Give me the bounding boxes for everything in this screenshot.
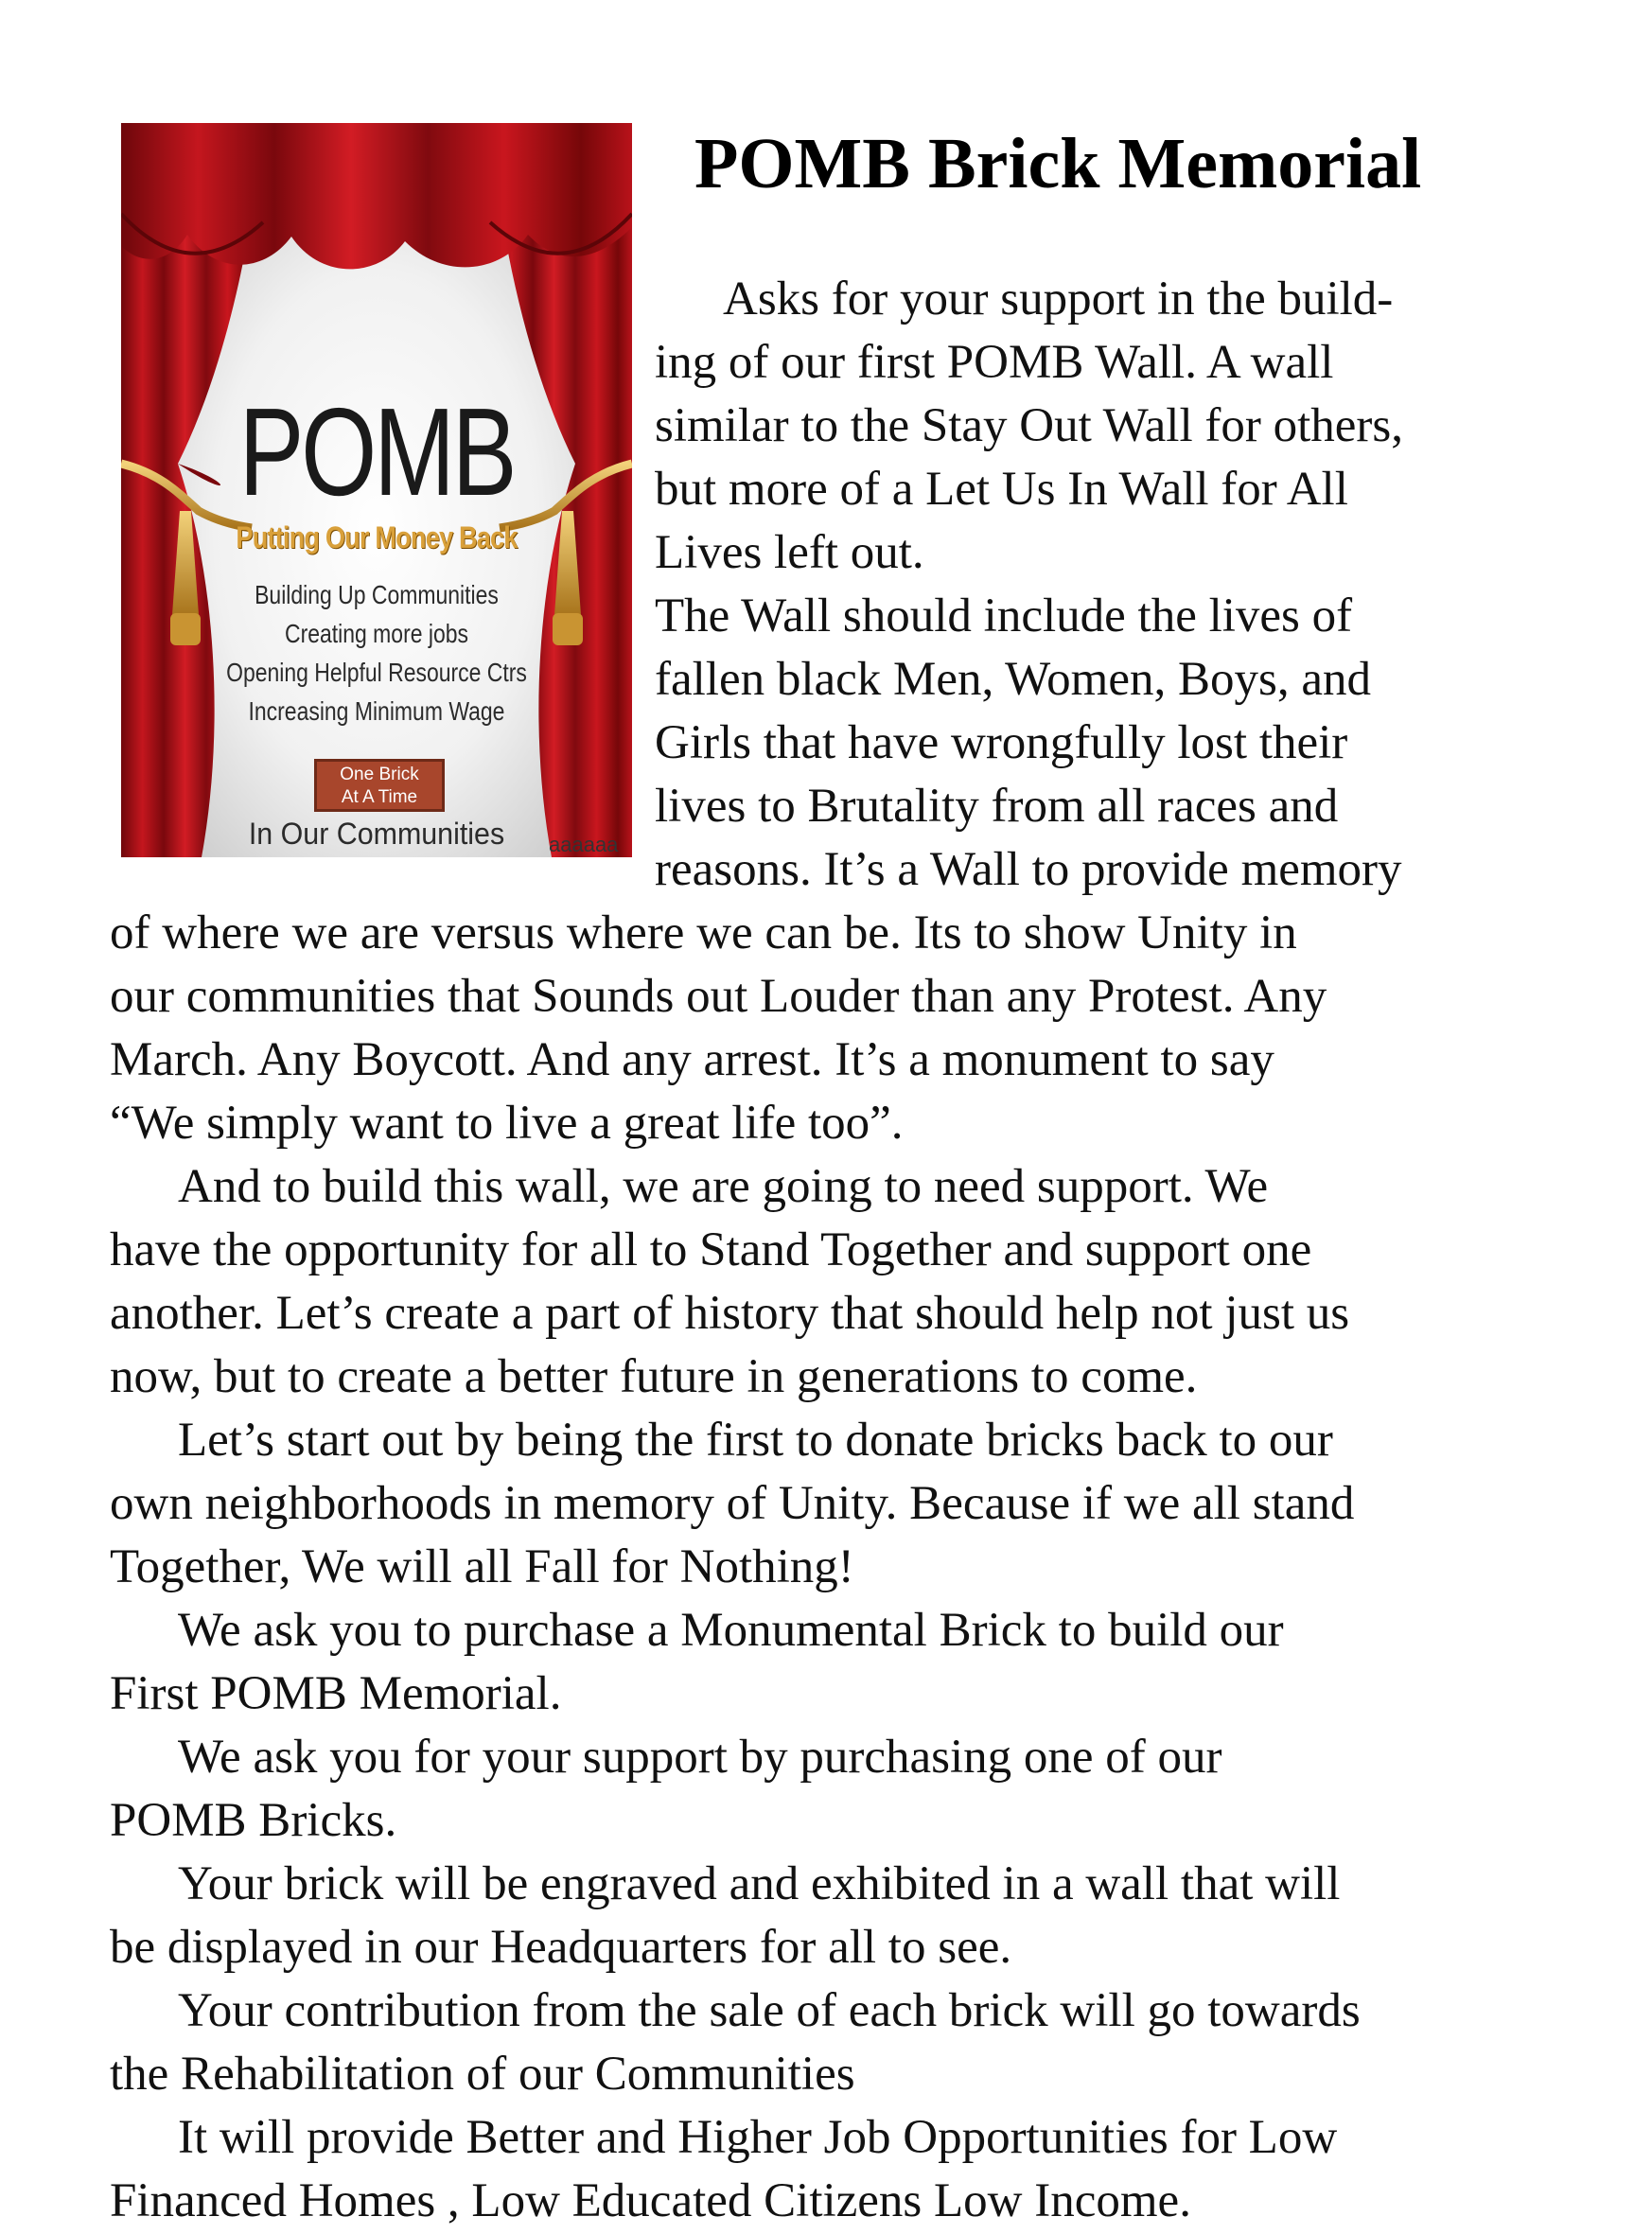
text-line: Lives left out. — [655, 526, 924, 579]
text-line: “We simply want to live a great life too”. — [110, 1097, 904, 1150]
text-line: another. Let’s create a part of history that should help not just us — [110, 1287, 1350, 1340]
poster-watermark: aaaaaa — [549, 833, 619, 856]
pomb-poster-image — [121, 123, 632, 857]
poster-subtitle: Putting Our Money Back — [236, 520, 518, 554]
text-line: Your brick will be engraved and exhibited in a wall that will — [178, 1857, 1341, 1910]
poster-footer: In Our Communities — [248, 817, 505, 851]
text-line: Girls that have wrongfully lost their — [655, 716, 1348, 769]
text-line: have the opportunity for all to Stand Together and support one — [110, 1223, 1312, 1276]
poster-list-item: Creating more jobs — [285, 619, 468, 648]
poster-list-item: Building Up Communities — [255, 580, 499, 609]
text-line: own neighborhoods in memory of Unity. Because if we all stand — [110, 1477, 1355, 1530]
text-line: Your contribution from the sale of each brick will go towards — [178, 1984, 1361, 2037]
text-line: And to build this wall, we are going to need support. We — [178, 1160, 1269, 1213]
text-line: now, but to create a better future in generations to come. — [110, 1350, 1198, 1403]
text-line: First POMB Memorial. — [110, 1667, 562, 1720]
text-line: similar to the Stay Out Wall for others, — [655, 399, 1403, 452]
poster-list — [167, 575, 587, 730]
text-line: Together, We will all Fall for Nothing! — [110, 1540, 854, 1593]
text-line: our communities that Sounds out Louder than any Protest. Any — [110, 970, 1327, 1023]
text-line: POMB Bricks. — [110, 1794, 397, 1847]
poster-list-item: Opening Helpful Resource Ctrs — [226, 658, 527, 687]
text-line: March. Any Boycott. And any arrest. It’s a monument to say — [110, 1033, 1274, 1086]
text-line: Let’s start out by being the first to donate bricks back to our — [178, 1414, 1333, 1467]
text-line: but more of a Let Us In Wall for All — [655, 463, 1348, 516]
text-line: ing of our first POMB Wall. A wall — [655, 336, 1334, 389]
badge-line: At A Time — [341, 787, 418, 807]
text-line: be displayed in our Headquarters for all to see. — [110, 1921, 1012, 1974]
text-line: lives to Brutality from all races and — [655, 780, 1339, 833]
text-line: We ask you to purchase a Monumental Brick to build our — [178, 1604, 1284, 1657]
text-line: fallen black Men, Women, Boys, and — [655, 653, 1371, 706]
text-line: of where we are versus where we can be. Its to show Unity in — [110, 906, 1297, 959]
page-title: POMB Brick Memorial — [694, 124, 1422, 203]
one-brick-badge — [314, 759, 445, 812]
poster-list-item: Increasing Minimum Wage — [248, 696, 505, 726]
text-line: Financed Homes , Low Educated Citizens Low Income. — [110, 2174, 1191, 2227]
badge-line: One Brick — [340, 765, 419, 784]
text-line: reasons. It’s a Wall to provide memory — [655, 843, 1402, 896]
text-line: Asks for your support in the build- — [723, 273, 1394, 325]
poster-title: POMB — [238, 382, 515, 521]
text-line: The Wall should include the lives of — [655, 589, 1353, 642]
text-line: It will provide Better and Higher Job Opportunities for Low — [178, 2111, 1338, 2164]
text-line: We ask you for your support by purchasing one of our — [178, 1731, 1222, 1784]
text-line: the Rehabilitation of our Communities — [110, 2048, 855, 2101]
